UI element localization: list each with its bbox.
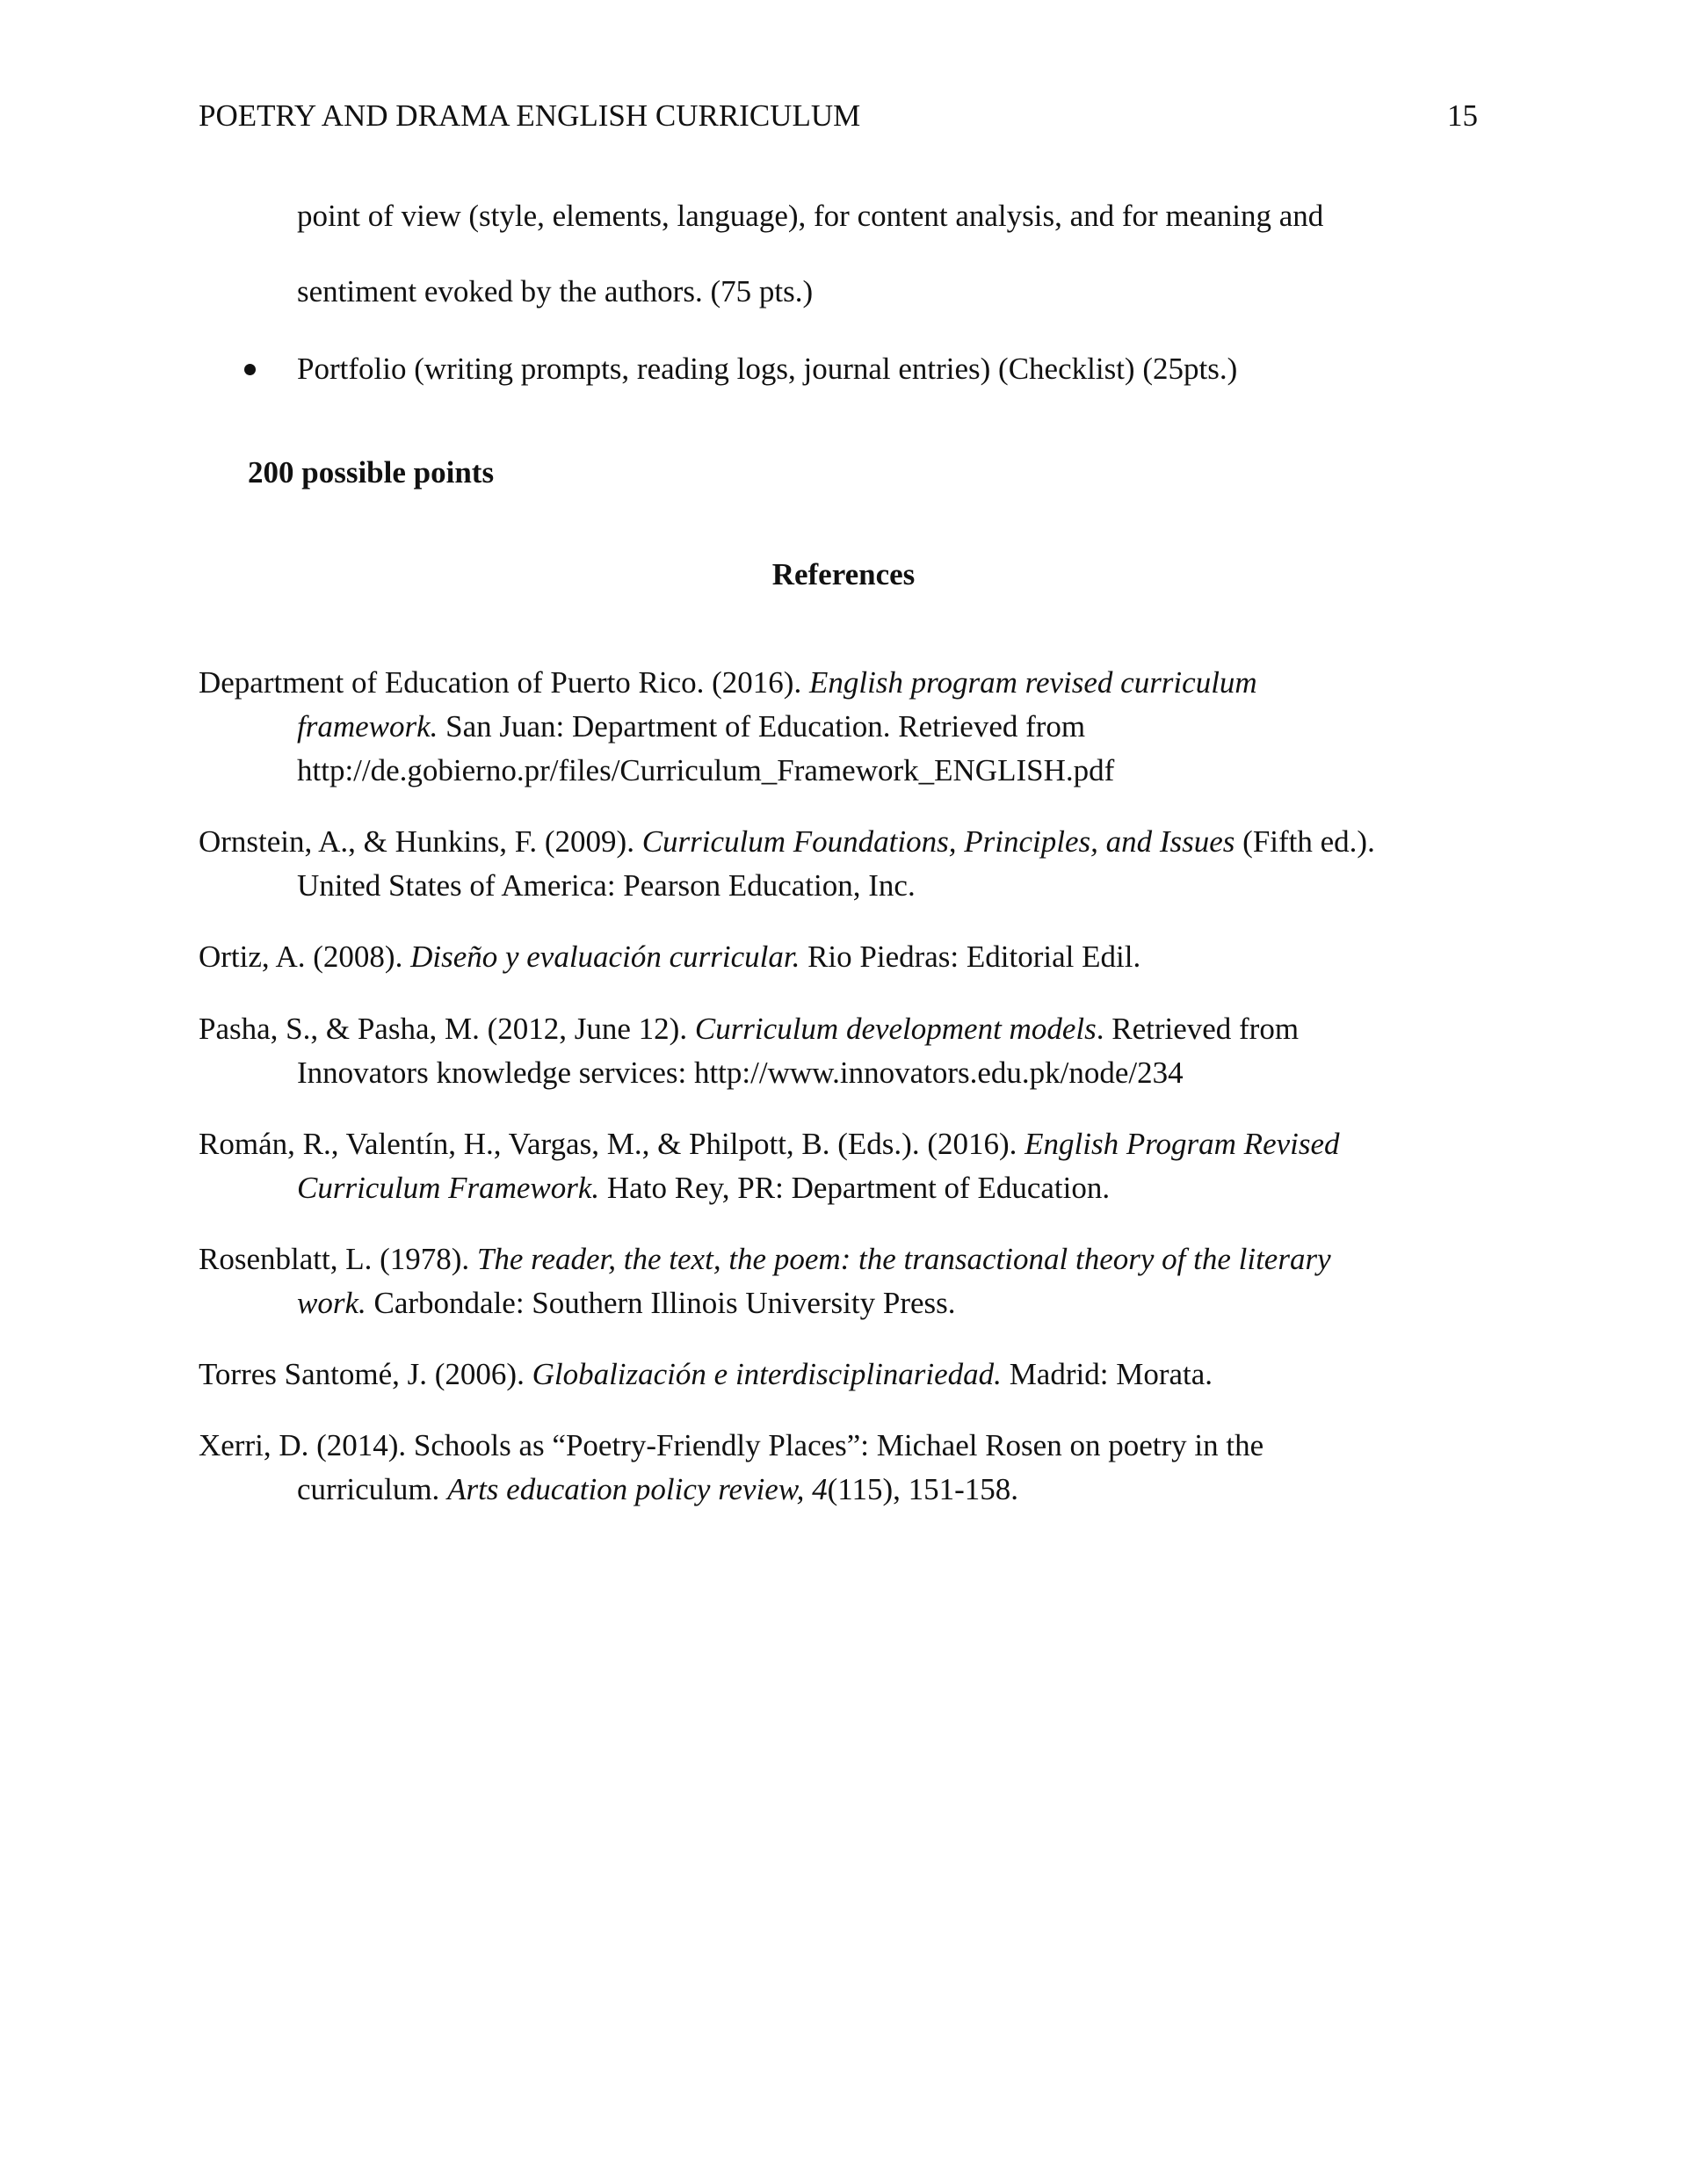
reference-entry-rosenblatt <box>199 1237 1499 1325</box>
ref-title: Curriculum Framework. <box>297 1171 600 1205</box>
page-number: 15 <box>1447 98 1478 133</box>
ref-text: Ornstein, A., & Hunkins, F. (2009). <box>199 824 642 859</box>
assessment-continuation-line-1: point of view (style, elements, language), for content analysis, and for meaning and <box>297 199 1324 233</box>
reference-entry-ortiz <box>199 935 1499 979</box>
reference-entry-doe-puerto-rico <box>199 661 1499 793</box>
ref-text: Hato Rey, PR: Department of Education. <box>599 1171 1111 1205</box>
ref-title: Curriculum Foundations, Principles, and Issues <box>641 824 1235 859</box>
ref-text: San Juan: Department of Education. Retrieved from <box>438 709 1086 744</box>
ref-text: (Fifth ed.). <box>1234 824 1375 859</box>
ref-title: The reader, the text, the poem: the transactional theory of the literary <box>476 1242 1331 1276</box>
reference-entry-ornstein <box>199 820 1499 908</box>
reference-entry-roman <box>199 1122 1499 1210</box>
ref-title: Arts education policy review, 4 <box>447 1472 828 1506</box>
ref-title: English Program Revised <box>1025 1127 1340 1161</box>
ref-title: work. <box>297 1286 366 1320</box>
ref-text: United States of America: Pearson Education, Inc. <box>297 868 916 903</box>
portfolio-bullet-item: Portfolio (writing prompts, reading logs, journal entries) (Checklist) (25pts.) <box>297 352 1238 386</box>
running-head-title: POETRY AND DRAMA ENGLISH CURRICULUM <box>199 98 861 133</box>
ref-text: Xerri, D. (2014). Schools as “Poetry-Friendly Places”: Michael Rosen on poetry in the <box>199 1428 1264 1462</box>
ref-text: Román, R., Valentín, H., Vargas, M., & Philpott, B. (Eds.). (2016). <box>199 1127 1025 1161</box>
ref-title: English program revised curriculum <box>808 665 1257 700</box>
references-heading: References <box>771 557 916 591</box>
ref-text: (115), 151-158. <box>827 1472 1019 1506</box>
ref-text: Innovators knowledge services: http://www.innovators.edu.pk/node/234 <box>297 1056 1184 1090</box>
ref-text: Department of Education of Puerto Rico. (2016). <box>199 665 809 700</box>
ref-text: curriculum. <box>297 1472 448 1506</box>
ref-title: Globalización e interdisciplinariedad. <box>532 1357 1002 1391</box>
reference-entry-torres-santome <box>199 1353 1499 1397</box>
ref-text: . Retrieved from <box>1096 1012 1300 1046</box>
ref-title: Curriculum development models <box>694 1012 1097 1046</box>
ref-text: Rosenblatt, L. (1978). <box>199 1242 477 1276</box>
ref-text: Pasha, S., & Pasha, M. (2012, June 12). <box>199 1012 695 1046</box>
ref-text: Carbondale: Southern Illinois University Press. <box>366 1286 956 1320</box>
total-points: 200 possible points <box>248 455 495 490</box>
ref-title: Diseño y evaluación curricular. <box>410 940 800 974</box>
ref-text: Rio Piedras: Editorial Edil. <box>800 940 1141 974</box>
ref-text: Madrid: Morata. <box>1001 1357 1213 1391</box>
reference-entry-pasha <box>199 1007 1499 1095</box>
bullet-icon <box>244 364 256 375</box>
reference-entry-xerri <box>199 1424 1499 1512</box>
assessment-continuation-line-2: sentiment evoked by the authors. (75 pts.) <box>297 274 814 308</box>
ref-text: Torres Santomé, J. (2006). <box>199 1357 532 1391</box>
ref-text: Ortiz, A. (2008). <box>199 940 411 974</box>
ref-title: framework. <box>297 709 438 744</box>
ref-url: http://de.gobierno.pr/files/Curriculum_Framework_ENGLISH.pdf <box>297 753 1115 787</box>
